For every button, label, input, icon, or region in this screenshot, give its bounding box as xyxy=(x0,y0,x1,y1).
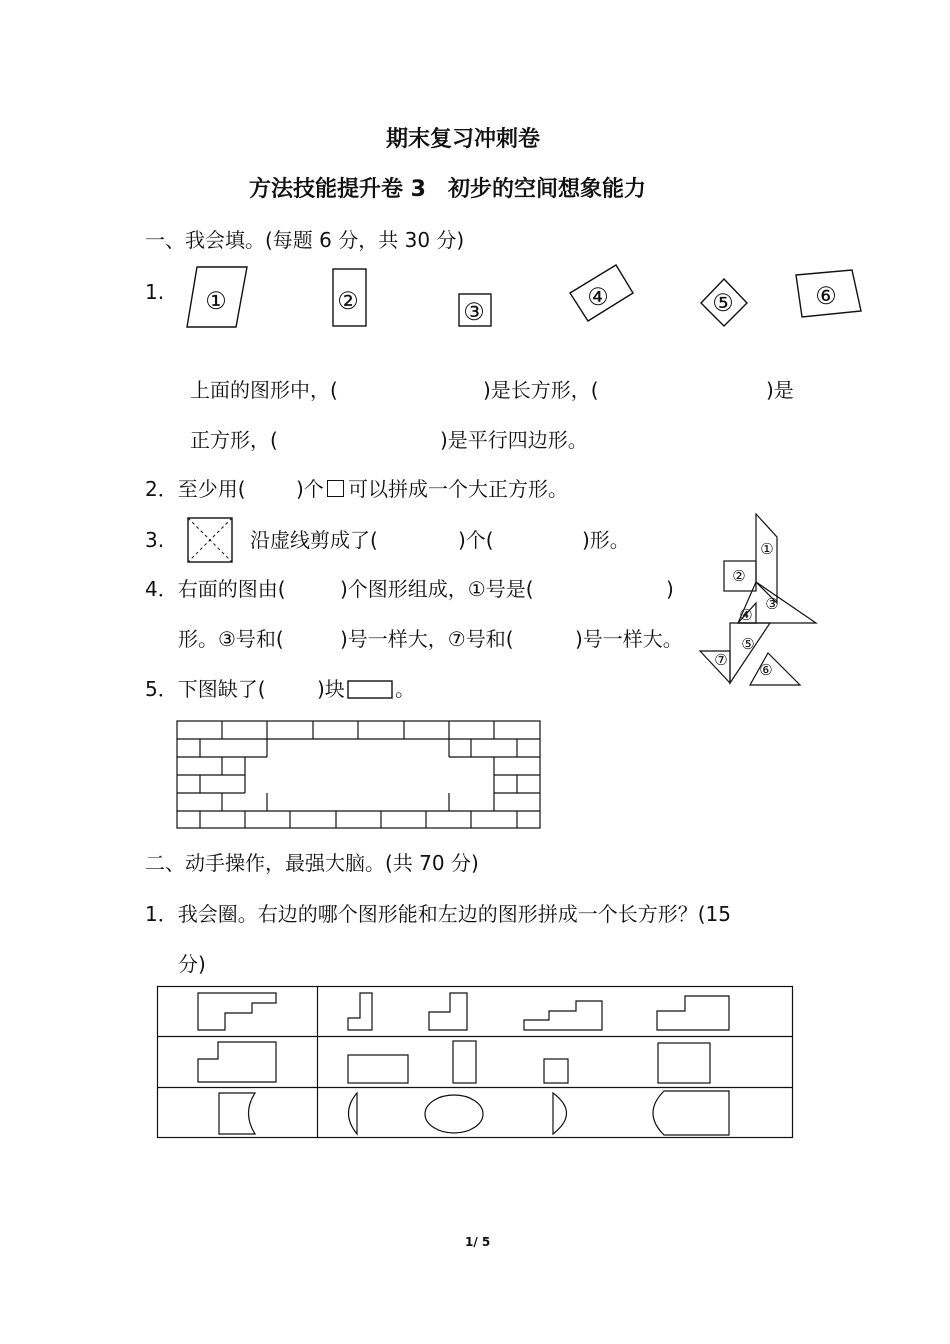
shape-6-label: ⑥ xyxy=(815,282,837,310)
q3-number: 3. xyxy=(145,528,165,552)
brick-wall-figure xyxy=(176,720,542,830)
q2-part-a: 2．至少用( xyxy=(145,477,246,501)
row2-option-b xyxy=(453,1041,476,1083)
shape-2-label: ② xyxy=(337,287,359,315)
row2-left-shape xyxy=(198,1042,276,1082)
row3-option-b xyxy=(425,1095,483,1133)
q3-part-c: )形。 xyxy=(582,528,630,552)
q1-line1-part-c: )是 xyxy=(766,378,794,402)
row1-option-c xyxy=(524,1001,602,1030)
page-subtitle: 方法技能提升卷 3 初步的空间想象能力 xyxy=(249,177,646,202)
shape-3-label: ③ xyxy=(463,298,485,326)
small-square-icon xyxy=(327,480,344,497)
row1-option-d xyxy=(657,996,729,1030)
row3-left-shape xyxy=(219,1093,255,1134)
row1-option-b xyxy=(429,993,467,1030)
q3-part-b: )个( xyxy=(458,528,494,552)
section2-heading: 二、动手操作，最强大脑。(共 70 分) xyxy=(145,851,479,875)
q5-part-c: 。 xyxy=(395,677,415,701)
q5-part-b: )块 xyxy=(317,677,345,701)
shape-4-label: ④ xyxy=(587,283,609,311)
q2-part-c: 可以拼成一个大正方形。 xyxy=(348,477,568,501)
shape-5-label: ⑤ xyxy=(712,289,734,317)
q1-line2-part-b: )是平行四边形。 xyxy=(440,428,588,452)
q1-line2-part-a: 正方形，( xyxy=(190,428,278,452)
tangram-figure xyxy=(690,505,830,695)
row1-option-a xyxy=(348,993,372,1030)
tangram-label-4: ④ xyxy=(739,606,753,624)
q4-line1-part-a: 4．右面的图由( xyxy=(145,577,286,601)
q4-line2-part-c: )号一样大。 xyxy=(575,627,683,651)
q3-part-a: 沿虚线剪成了( xyxy=(250,528,378,552)
tangram-label-5: ⑤ xyxy=(741,635,755,653)
page-title: 期末复习冲刺卷 xyxy=(386,127,541,152)
section1-heading: 一、我会填。(每题 6 分，共 30 分) xyxy=(145,228,465,252)
brick-icon xyxy=(347,680,395,700)
row3-option-a xyxy=(349,1093,358,1134)
q1-shapes-figure xyxy=(170,255,880,345)
row2-option-d xyxy=(658,1043,710,1083)
q1-line1-part-b: )是长方形，( xyxy=(483,378,599,402)
row1-left-shape xyxy=(198,993,276,1030)
tangram-label-2: ② xyxy=(732,567,746,585)
tangram-label-6: ⑥ xyxy=(759,661,773,679)
tangram-label-7: ⑦ xyxy=(714,651,728,669)
row3-option-d xyxy=(653,1091,729,1135)
row2-option-c xyxy=(544,1059,568,1083)
row3-option-c xyxy=(553,1093,567,1134)
q5-part-a: 5．下图缺了( xyxy=(145,677,266,701)
tangram-label-3: ③ xyxy=(765,595,779,613)
s2-q1-line1: 1．我会圈。右边的哪个图形能和左边的图形拼成一个长方形？(15 xyxy=(145,902,731,926)
q4-line2-part-a: 形。③号和( xyxy=(178,627,284,651)
q1-number: 1. xyxy=(145,280,165,304)
q4-line1-part-b: )个图形组成，①号是( xyxy=(340,577,534,601)
q4-line2-part-b: )号一样大，⑦号和( xyxy=(340,627,514,651)
shape-matching-table xyxy=(156,985,796,1141)
shape-1-label: ① xyxy=(205,287,227,315)
q2-part-b: )个 xyxy=(296,477,324,501)
q3-square-diagonals-figure xyxy=(186,516,236,566)
row2-option-a xyxy=(348,1055,408,1083)
page-number: 1/ 5 xyxy=(465,1235,491,1249)
tangram-label-1: ① xyxy=(760,540,774,558)
tangram-piece-6 xyxy=(750,653,800,685)
s2-q1-line2: 分) xyxy=(178,952,206,976)
q4-line1-part-c: ) xyxy=(666,577,674,601)
q1-line1-part-a: 上面的图形中，( xyxy=(190,378,338,402)
